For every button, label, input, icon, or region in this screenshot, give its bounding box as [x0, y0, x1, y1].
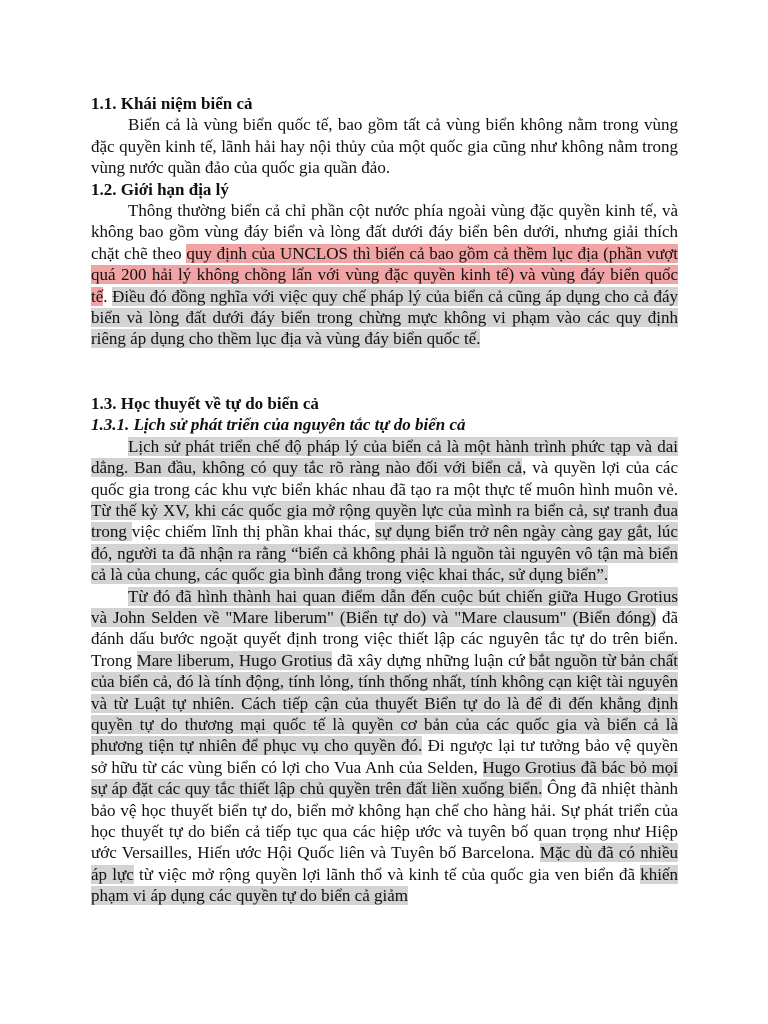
paragraph-grotius-selden [91, 586, 678, 907]
text-run: , và quyền lợi của các quốc gia trong các khu vực biển khác nhau đã tạo ra một thực tế muôn hình muôn vẻ. [91, 458, 678, 499]
highlight-gray: khiến phạm vi áp dụng các quyền tự do biển cả giảm [91, 864, 679, 906]
highlight-gray: Mare liberum, Hugo Grotius [136, 650, 333, 670]
document-page [91, 93, 678, 907]
text-run: . [103, 286, 113, 306]
highlight-gray: Mặc dù đã có nhiều áp lực [91, 843, 678, 884]
definition-text: Biển cả là vùng biển quốc tế, bao gồm tất cả vùng biển không nằm trong vùng đặc quyền kinh tế, lãnh hải hay nội thủy của một quốc gia cũng như không nằm trong vùng nước quần đảo của quốc gia quần đảo. [91, 115, 678, 178]
highlight-gray: Hugo Grotius đã bác bỏ mọi sự áp đặt các quy tắc thiết lập chủ quyền trên đất liền xuống biển. [91, 757, 679, 799]
section-heading-1-3: 1.3. Học thuyết về tự do biển cả [91, 393, 319, 413]
text-run: đã xây dựng những luận cứ [332, 650, 530, 670]
text-run: Đi ngược lại tư tưởng bảo vệ quyền sở hữu từ các vùng biển có lợi cho Vua Anh của Selden, [91, 736, 678, 777]
highlight-gray: Từ đó đã hình thành hai quan điểm dẫn đến cuộc bút chiến giữa Hugo Grotius và John Selden về "Mare liberum" (Biển tự do) và "Mare clausum" (Biển đóng) [91, 586, 678, 627]
text-run: việc chiếm lĩnh thị phần khai thác, [131, 522, 376, 542]
highlight-gray: Từ thế kỷ XV, khi các quốc gia mở rộng quyền lực của mình ra biển cả, sự tranh đua trong [91, 500, 678, 542]
spacer [91, 350, 678, 393]
highlight-gray: bắt nguồn từ bản chất của biển cả, đó là tính động, tính lỏng, tính thống nhất, tính không cạn kiệt tài nguyên và từ Luật tự nhiên. Cách tiếp cận của thuyết Biển tự do là để đi đến khẳng định quyền tự do thương mại quốc tế là quyền cơ bản của các quốc gia và biển cả là phương tiện tự nhiên để phục vụ cho quyền đó. [91, 650, 678, 756]
paragraph-history [91, 436, 678, 586]
text-run: Thông thường biển cả chỉ phần cột nước phía ngoài vùng đặc quyền kinh tế, và không bao gồm vùng đáy biển và lòng đất dưới đáy biển bên dưới, nhưng giải thích chặt chẽ theo [91, 201, 678, 263]
paragraph-definition [91, 114, 678, 178]
text-run: đã đánh dấu bước ngoặt quyết định trong việc thiết lập các nguyên tắc tự do trên biển. Trong [91, 607, 679, 670]
highlight-gray: Lịch sử phát triển chế độ pháp lý của biển cả là một hành trình phức tạp và dai dẳng. Ban đầu, không có quy tắc rõ ràng nào đối với biển cả [91, 436, 678, 478]
text-run: từ việc mở rộng quyền lợi lãnh thổ và kinh tế của quốc gia ven biển đã [133, 864, 641, 884]
section-heading-1-1: 1.1. Khái niệm biển cả [91, 94, 253, 113]
highlight-gray: Điều đó đồng nghĩa với việc quy chế pháp lý của biển cả cũng áp dụng cho cả đáy biển và lòng đất dưới đáy biển trong chừng mực không vi phạm vào các quy định riêng áp dụng cho thềm lục địa và vùng đáy biển quốc tế. [91, 286, 678, 349]
text-run: Ông đã nhiệt thành bảo vệ học thuyết biển tự do, biển mở không hạn chế cho hàng hải. Sự phát triển của học thuyết tự do biển cả tiếp tục qua các hiệp ước và tuyên bố quan trọng như Hiệp ước Versailles, Hiến ước Hội Quốc liên và Tuyên bố Barcelona. [91, 779, 678, 863]
highlight-red: quy định của UNCLOS thì biển cả bao gồm cả thềm lục địa (phần vượt quá 200 hải lý không chồng lấn với vùng đặc quyền kinh tế) và vùng đáy biển quốc tế [91, 243, 678, 306]
highlight-gray: sự dụng biển trở nên ngày càng gay gắt, lúc đó, người ta đã nhận ra rằng “biển cả không phải là nguồn tài nguyên vô tận mà biển cả là của chung, các quốc gia bình đẳng trong việc khai thác, sử dụng biển”. [91, 522, 678, 585]
paragraph-geographic-limits [91, 200, 678, 350]
section-heading-1-2: 1.2. Giới hạn địa lý [91, 179, 229, 199]
subsection-heading-1-3-1: 1.3.1. Lịch sử phát triển của nguyên tắc tự do biển cả [91, 415, 466, 435]
